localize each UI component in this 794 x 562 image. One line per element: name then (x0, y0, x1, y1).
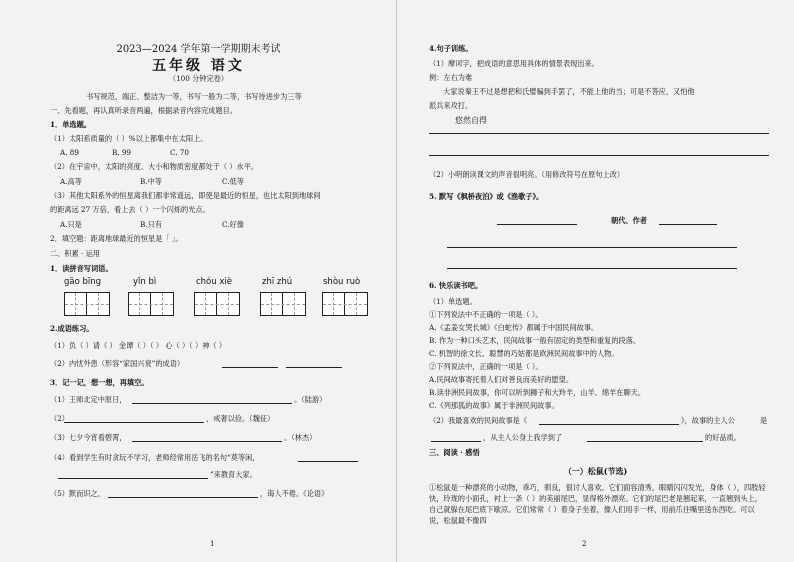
q2-fill-text: 2．填空题：距离地球最近的恒星是「 」。 (50, 234, 183, 243)
exam-duration: （100 分钟完卷） (168, 74, 229, 83)
q6-2-text-b: 》，故事的主人公 (681, 416, 735, 425)
memory-4-text-line1: （4）看到学生有时贪玩不学习，老师经常用岳飞的名句“莫等闲， (50, 453, 260, 462)
q1-3-text-line1: （3）其他太阳系外的恒星离我们都非常遥远，即使是最近的恒星，也比太阳到地球间 (50, 191, 321, 200)
idiom-heading: 2.成语练习。 (50, 324, 94, 333)
q5-dynasty-line[interactable] (659, 224, 717, 225)
reading-title: （一）松鼠(节选) (563, 466, 628, 476)
idiom-answer-line-1[interactable] (222, 367, 278, 368)
writing-grid-4[interactable] (260, 292, 306, 316)
example-text-line2: 派兵来攻打。 (429, 101, 473, 110)
writing-grid-2[interactable] (128, 292, 174, 316)
memory-3-text: （3）七夕今宵看碧霄， (50, 433, 127, 442)
pinyin-2: yǐn bì (133, 277, 157, 287)
q1-3-text-line2: 的距离远 27 万倍，看上去（ ）一个闪烁的光点。 (50, 205, 210, 214)
q5-dynasty-label: 朝代、作者 (611, 216, 647, 225)
idiom-line-1: （1）负（ ）请（ ） 金谭（ ）（ ） 心（ ）（ ）神（ ） (50, 341, 227, 350)
pinyin-3: chóu xiè (196, 277, 232, 287)
q6-1b-question: ②下列说法中，正确的一项是（ ）。 (429, 362, 543, 371)
memory-1-blank[interactable] (132, 403, 292, 404)
q6-1b-option-a: A.民间故事寄托着人们对善良而美好的愿望。 (429, 375, 574, 384)
pinyin-5: shòu ruò (323, 277, 361, 287)
memory-heading: 3．记一记，想一想，再填空。 (50, 378, 149, 387)
exam-title: 2023—2024 学年第一学期期末考试 (116, 44, 281, 55)
q6-1-heading: （1）单选题。 (429, 297, 477, 306)
q4-1-answer-line-2[interactable] (429, 155, 769, 156)
q1-2-option-b: B.中等 (140, 177, 162, 186)
read-write-heading: 1．读拼音写词语。 (50, 264, 113, 273)
q1-heading: 1．单选题。 (50, 120, 91, 129)
writing-grid-3[interactable] (194, 292, 240, 316)
q6-1a-option-b: B. 作为一种口头艺术，民间故事一般有固定的类型和重复的段落。 (429, 336, 641, 345)
page-number-1: 1 (210, 540, 215, 548)
reading-passage: ①松鼠是一种漂亮的小动物，乖巧，驯良，很讨人喜欢。它们面容清秀，眼睛闪闪发光，身体（ ），四肢轻快，玲珑的小面孔，衬上一条（ ）的美丽尾巴，显得格外漂亮。它们的尾巴老是翘起来，一直翘到头上，自己就躲在尾巴底下歇凉。它们常常（ ）着身子坐着，像人们用手一样，用前爪往嘴里送东西吃。可以说，松鼠最不像四 (429, 483, 766, 525)
q4-1-answer-line-1[interactable] (429, 133, 769, 134)
q6-1a-option-c: C. 机智的徐文长、聪慧的巧姑都是欧洲民间故事中的人物。 (429, 349, 619, 358)
q6-2-text-d: ，从主人公身上我学到了 (483, 433, 563, 442)
memory-5-text: （5）默而识之， (50, 489, 105, 498)
q1-1-option-b: B. 99 (112, 148, 131, 157)
memory-2-blank[interactable] (64, 422, 204, 423)
section3-heading: 三、阅读 · 感悟 (429, 448, 480, 457)
q6-2-text-a: （2）我最喜欢的民间故事是《 (429, 416, 528, 425)
q6-1b-option-b: B.读非洲民间故事，你可以听到狮子和大羚羊，山羊、绵羊在聊天。 (429, 388, 646, 397)
memory-4-blank-2[interactable] (58, 478, 208, 479)
q5-answer-line-1[interactable] (447, 247, 737, 248)
pinyin-4: zhī zhú (262, 277, 293, 287)
example-text-line1: 大家说秦王不过是想把和氏璧骗到手罢了，不能上他的当；可是不答应，又怕他 (443, 87, 695, 96)
grade-subject: 五年级 语文 (152, 58, 245, 74)
memory-3-author: 。（林杰） (284, 433, 317, 442)
memory-4-blank-1[interactable] (298, 461, 358, 462)
q1-3-option-a: A.只是 (60, 220, 82, 229)
q4-1-word: 悠然自得 (455, 116, 487, 125)
memory-3-blank[interactable] (132, 441, 282, 442)
q6-2-text-e: 的好品质。 (705, 433, 741, 442)
q5-poem-title-line[interactable] (497, 224, 577, 225)
section2-heading: 二、积累 · 运用 (50, 249, 100, 258)
q4-heading: 4.句子训练。 (429, 44, 473, 53)
writing-grid-5[interactable] (322, 292, 368, 316)
memory-1-author: 。（陆游） (294, 395, 327, 404)
q1-1-option-c: C. 70 (170, 148, 189, 157)
q5-answer-line-2[interactable] (447, 268, 737, 269)
q1-2-option-a: A.高等 (60, 177, 82, 186)
idiom-line-2: （2）内忧外患（形容“家国兴衰”的成语） (50, 359, 185, 368)
q1-2-option-c: C.低等 (222, 177, 244, 186)
writing-requirement: 书写规范、端正、整洁为一等，书写一般为二等，书写待进步为三等 (86, 92, 302, 101)
memory-2-label: （2） (50, 414, 69, 423)
q1-2-text: （2）在宇宙中，太阳的亮度、大小和物质密度都处于（ ）水平。 (50, 162, 259, 171)
memory-5-source: ，诲人不倦。《论语》 (260, 489, 329, 498)
q1-1-option-a: A. 89 (60, 148, 79, 157)
q1-3-option-c: C.好像 (222, 220, 244, 229)
q4-2-text: （2）小明朗读课文的声音很明亮。（用修改符号在原句上改） (429, 170, 625, 179)
exam-page-2 (397, 0, 794, 562)
q6-2-story-blank[interactable] (539, 424, 679, 425)
section1-heading: 一、先看题，再认真听录音两遍，根据录音内容完成题目。 (50, 106, 237, 115)
page-number-2: 2 (582, 540, 587, 548)
q6-2-hero-blank[interactable] (431, 441, 481, 442)
q6-2-quality-blank[interactable] (587, 441, 703, 442)
q1-1-text: （1）太阳系质量的（ ）%以上都集中在太阳上。 (50, 134, 208, 143)
writing-grid-1[interactable] (64, 292, 110, 316)
idiom-answer-line-2[interactable] (286, 367, 342, 368)
q1-3-option-b: B.只有 (140, 220, 162, 229)
q4-1-text: （1）摩诃字，把成语的意思用具体的情景表现出来。 (429, 59, 599, 68)
q6-1b-option-c: C.《列那狐的故事》属于非洲民间故事。 (429, 401, 559, 410)
q5-heading: 5. 默写《枫桥夜泊》或《渔歌子》。 (429, 192, 544, 201)
memory-4-text-line2: ”来教育大家。 (210, 470, 257, 479)
memory-5-blank[interactable] (108, 497, 258, 498)
q6-1a-option-a: A.《孟姜女哭长城》《白蛇传》都属于中国民间故事。 (429, 323, 599, 332)
memory-1-text: （1）王师北定中原日， (50, 395, 127, 404)
q6-2-text-c: 是 (760, 416, 768, 425)
q6-heading: 6. 快乐读书吧。 (429, 281, 483, 290)
example-label: 例：左右为难 (429, 73, 473, 82)
pinyin-1: gāo bīng (64, 277, 102, 287)
q6-1a-question: ①下列说法中不正确的一项是（ ）。 (429, 310, 543, 319)
memory-2-text: ，戒奢以俭。（魏征） (206, 414, 275, 423)
